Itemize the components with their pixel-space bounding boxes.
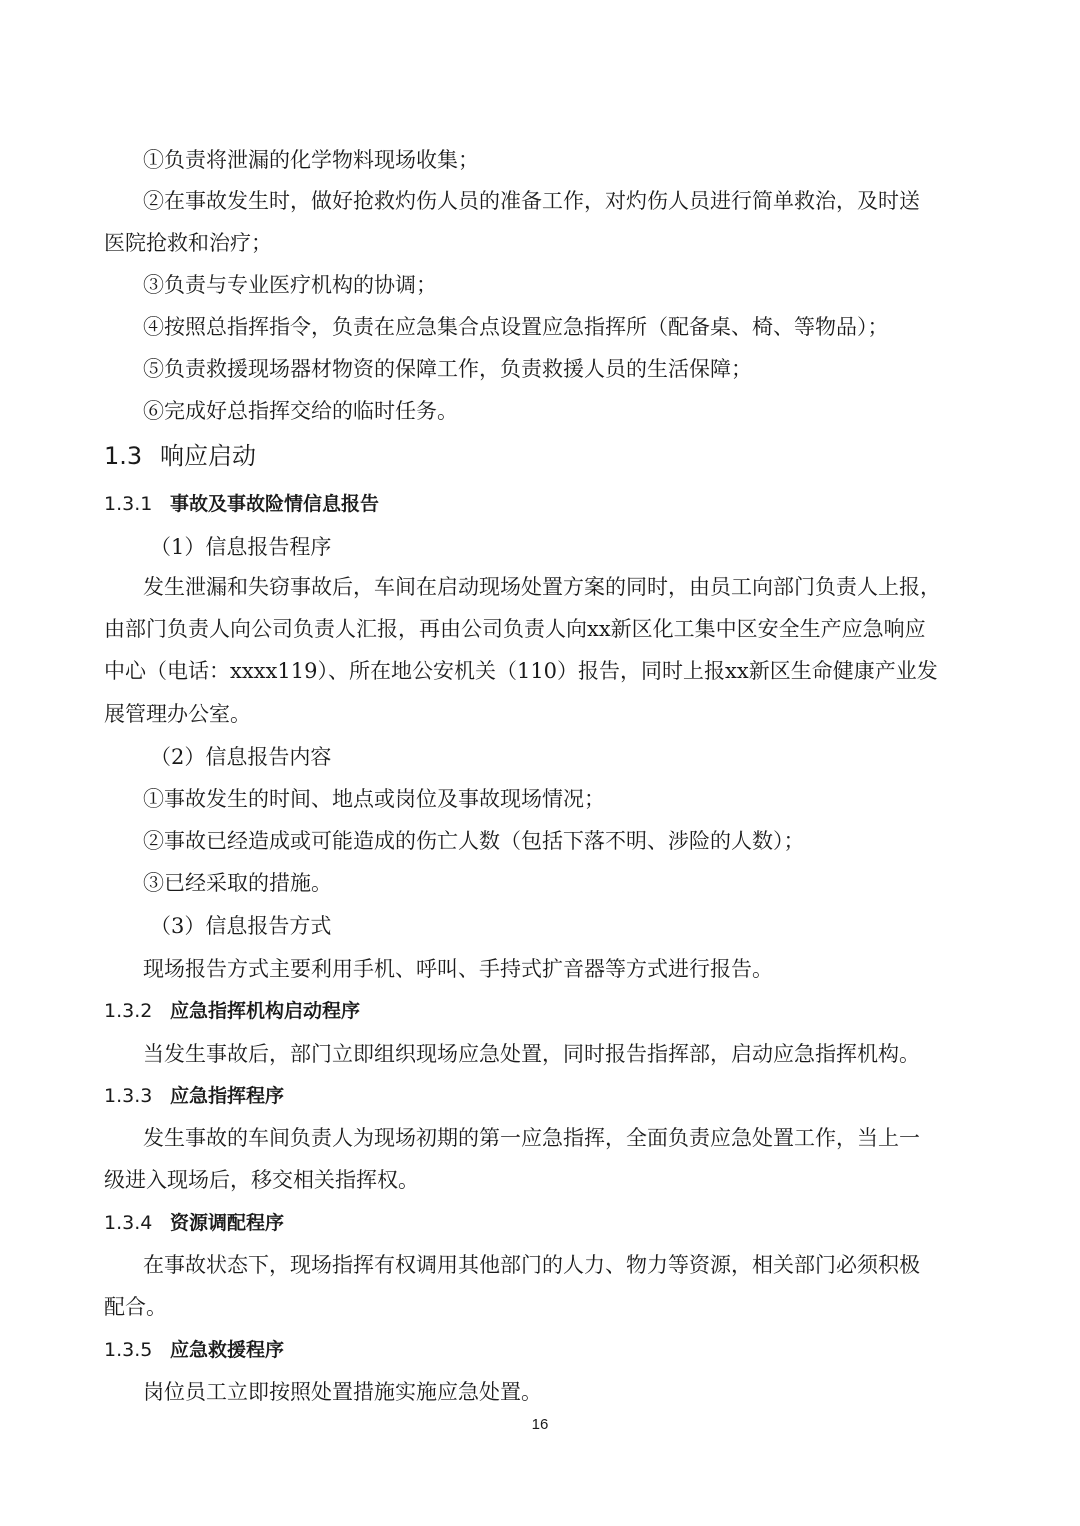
text-line: ⑤负责救援现场器材物资的保障工作，负责救援人员的生活保障； — [143, 357, 752, 381]
subsection-heading — [104, 1336, 284, 1364]
text-line: ④按照总指挥指令，负责在应急集合点设置应急指挥所（配备桌、椅、等物品）； — [143, 315, 889, 339]
subsection-number: 1.3.5 — [104, 1339, 153, 1361]
text-line: 中心（电话：xxxx119）、所在地公安机关（110）报告，同时上报xx新区生命健康产业发 — [104, 659, 938, 683]
text-line: ③已经采取的措施。 — [143, 871, 332, 895]
section-heading — [104, 442, 256, 470]
text-line: 级进入现场后，移交相关指挥权。 — [104, 1168, 419, 1192]
text-line: 发生泄漏和失窃事故后，车间在启动现场处置方案的同时，由员工向部门负责人上报， — [143, 575, 941, 599]
subsection-title: 应急救援程序 — [170, 1339, 285, 1361]
text-line: ①事故发生的时间、地点或岗位及事故现场情况； — [143, 787, 605, 811]
text-line: 展管理办公室。 — [104, 702, 251, 726]
text-line: ①负责将泄漏的化学物料现场收集； — [143, 148, 479, 172]
sub-heading: （1）信息报告程序 — [150, 535, 332, 559]
text-line: 医院抢救和治疗； — [104, 231, 272, 255]
text-line: ②事故已经造成或可能造成的伤亡人数（包括下落不明、涉险的人数）； — [143, 829, 805, 853]
text-line: 发生事故的车间负责人为现场初期的第一应急指挥，全面负责应急处置工作，当上一 — [143, 1126, 920, 1150]
text-line: 在事故状态下，现场指挥有权调用其他部门的人力、物力等资源，相关部门必须积极 — [143, 1253, 920, 1277]
subsection-number: 1.3.1 — [104, 493, 153, 515]
text-line: 由部门负责人向公司负责人汇报，再由公司负责人向xx新区化工集中区安全生产应急响应 — [104, 617, 926, 641]
subsection-heading — [104, 1082, 284, 1110]
text-line: 配合。 — [104, 1295, 167, 1319]
subsection-number: 1.3.3 — [104, 1085, 153, 1107]
subsection-title: 应急指挥机构启动程序 — [170, 1000, 361, 1022]
section-title: 响应启动 — [160, 442, 256, 470]
subsection-title: 事故及事故险情信息报告 — [170, 493, 380, 515]
text-line: 现场报告方式主要利用手机、呼叫、手持式扩音器等方式进行报告。 — [143, 957, 773, 981]
text-line: 当发生事故后，部门立即组织现场应急处置，同时报告指挥部，启动应急指挥机构。 — [143, 1042, 920, 1066]
subsection-number: 1.3.4 — [104, 1212, 153, 1234]
subsection-title: 资源调配程序 — [170, 1212, 285, 1234]
sub-heading: （3）信息报告方式 — [150, 914, 332, 938]
subsection-heading — [104, 997, 360, 1025]
page-number: 16 — [531, 1416, 549, 1433]
text-line: ③负责与专业医疗机构的协调； — [143, 273, 437, 297]
section-number: 1.3 — [104, 442, 143, 470]
subsection-heading — [104, 490, 379, 518]
subsection-heading — [104, 1209, 284, 1237]
text-line: 岗位员工立即按照处置措施实施应急处置。 — [143, 1380, 542, 1404]
text-line: ⑥完成好总指挥交给的临时任务。 — [143, 399, 458, 423]
subsection-number: 1.3.2 — [104, 1000, 153, 1022]
sub-heading: （2）信息报告内容 — [150, 745, 332, 769]
subsection-title: 应急指挥程序 — [170, 1085, 285, 1107]
text-line: ②在事故发生时，做好抢救灼伤人员的准备工作，对灼伤人员进行简单救治，及时送 — [143, 189, 920, 213]
